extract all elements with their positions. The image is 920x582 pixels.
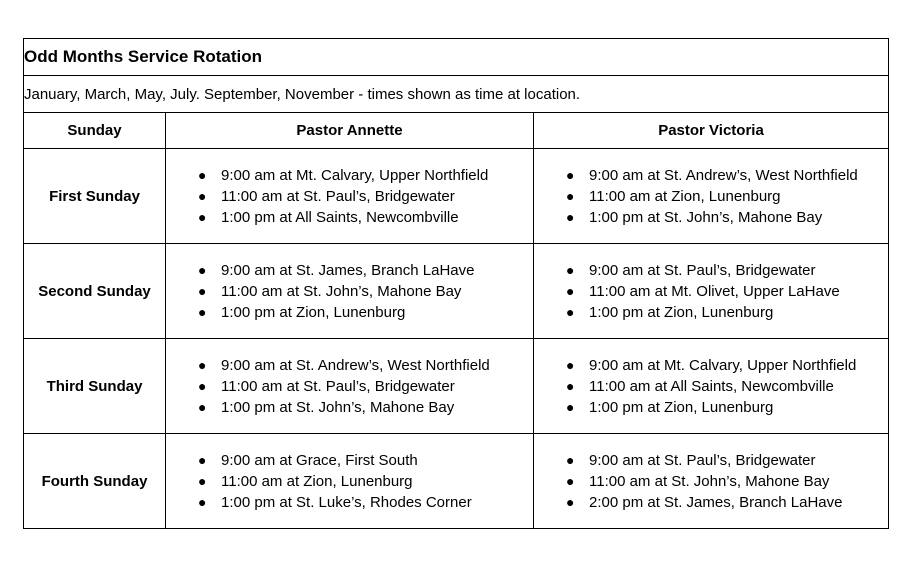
list-item xyxy=(566,165,888,186)
list-item xyxy=(198,165,533,186)
list-item xyxy=(198,260,533,281)
service-list xyxy=(534,355,888,418)
bullet-icon: ● xyxy=(566,208,575,225)
list-item xyxy=(566,397,888,418)
service-text: 1:00 pm at Zion, Lunenburg xyxy=(221,303,406,321)
service-text: 2:00 pm at St. James, Branch LaHave xyxy=(589,493,843,511)
header-pastor-victoria: Pastor Victoria xyxy=(534,113,889,149)
list-item xyxy=(566,302,888,323)
annette-schedule xyxy=(166,149,534,244)
list-item xyxy=(198,450,533,471)
service-text: 9:00 am at Mt. Calvary, Upper Northfield xyxy=(589,356,857,374)
list-item xyxy=(198,281,533,302)
bullet-icon: ● xyxy=(198,472,207,489)
bullet-icon: ● xyxy=(566,187,575,204)
bullet-icon: ● xyxy=(198,303,207,320)
service-text: 11:00 am at All Saints, Newcombville xyxy=(589,377,834,395)
service-list xyxy=(166,450,533,513)
header-sunday: Sunday xyxy=(24,113,166,149)
service-list xyxy=(166,165,533,228)
list-item xyxy=(198,376,533,397)
service-text: 11:00 am at St. John’s, Mahone Bay xyxy=(221,282,462,300)
service-list xyxy=(534,165,888,228)
header-pastor-annette: Pastor Annette xyxy=(166,113,534,149)
service-rotation-table xyxy=(23,38,889,529)
list-item xyxy=(198,397,533,418)
service-text: 11:00 am at Mt. Olivet, Upper LaHave xyxy=(589,282,840,300)
service-text: 9:00 am at Grace, First South xyxy=(221,451,418,469)
list-item xyxy=(566,450,888,471)
service-list xyxy=(534,450,888,513)
list-item xyxy=(198,207,533,228)
sunday-label: First Sunday xyxy=(24,149,166,244)
bullet-icon: ● xyxy=(566,166,575,183)
service-list xyxy=(166,355,533,418)
service-text: 9:00 am at St. Andrew’s, West Northfield xyxy=(589,166,858,184)
table-row xyxy=(24,149,889,244)
bullet-icon: ● xyxy=(566,398,575,415)
victoria-schedule xyxy=(534,434,889,529)
table-title: Odd Months Service Rotation xyxy=(24,39,889,76)
service-text: 1:00 pm at St. John’s, Mahone Bay xyxy=(221,398,455,416)
bullet-icon: ● xyxy=(198,377,207,394)
list-item xyxy=(198,471,533,492)
table-row xyxy=(24,339,889,434)
bullet-icon: ● xyxy=(566,377,575,394)
bullet-icon: ● xyxy=(566,356,575,373)
bullet-icon: ● xyxy=(198,261,207,278)
service-text: 11:00 am at St. John’s, Mahone Bay xyxy=(589,472,830,490)
sunday-label: Second Sunday xyxy=(24,244,166,339)
service-text: 11:00 am at Zion, Lunenburg xyxy=(221,472,413,490)
victoria-schedule xyxy=(534,339,889,434)
bullet-icon: ● xyxy=(566,282,575,299)
annette-schedule xyxy=(166,244,534,339)
bullet-icon: ● xyxy=(566,261,575,278)
service-text: 1:00 pm at Zion, Lunenburg xyxy=(589,398,774,416)
header-row xyxy=(24,113,889,149)
service-text: 9:00 am at Mt. Calvary, Upper Northfield xyxy=(221,166,489,184)
list-item xyxy=(566,355,888,376)
service-text: 1:00 pm at All Saints, Newcombville xyxy=(221,208,459,226)
service-text: 11:00 am at St. Paul’s, Bridgewater xyxy=(221,377,455,395)
table-row xyxy=(24,434,889,529)
service-text: 9:00 am at St. Paul’s, Bridgewater xyxy=(589,451,816,469)
list-item xyxy=(566,207,888,228)
service-list xyxy=(166,260,533,323)
bullet-icon: ● xyxy=(198,166,207,183)
bullet-icon: ● xyxy=(198,493,207,510)
service-text: 11:00 am at St. Paul’s, Bridgewater xyxy=(221,187,455,205)
victoria-schedule xyxy=(534,244,889,339)
bullet-icon: ● xyxy=(566,472,575,489)
service-text: 9:00 am at St. Paul’s, Bridgewater xyxy=(589,261,816,279)
list-item xyxy=(198,302,533,323)
bullet-icon: ● xyxy=(198,282,207,299)
list-item xyxy=(566,471,888,492)
bullet-icon: ● xyxy=(566,493,575,510)
list-item xyxy=(566,376,888,397)
service-text: 1:00 pm at Zion, Lunenburg xyxy=(589,303,774,321)
service-text: 1:00 pm at St. Luke’s, Rhodes Corner xyxy=(221,493,472,511)
table-subtitle: January, March, May, July. September, November - times shown as time at location. xyxy=(24,76,889,113)
sunday-label: Fourth Sunday xyxy=(24,434,166,529)
list-item xyxy=(566,260,888,281)
service-text: 1:00 pm at St. John’s, Mahone Bay xyxy=(589,208,823,226)
sunday-label: Third Sunday xyxy=(24,339,166,434)
victoria-schedule xyxy=(534,149,889,244)
annette-schedule xyxy=(166,339,534,434)
service-list xyxy=(534,260,888,323)
bullet-icon: ● xyxy=(566,451,575,468)
list-item xyxy=(566,281,888,302)
list-item xyxy=(198,355,533,376)
bullet-icon: ● xyxy=(198,187,207,204)
bullet-icon: ● xyxy=(198,208,207,225)
service-text: 9:00 am at St. James, Branch LaHave xyxy=(221,261,475,279)
list-item xyxy=(566,186,888,207)
list-item xyxy=(566,492,888,513)
bullet-icon: ● xyxy=(198,451,207,468)
list-item xyxy=(198,186,533,207)
service-text: 9:00 am at St. Andrew’s, West Northfield xyxy=(221,356,490,374)
annette-schedule xyxy=(166,434,534,529)
table-row xyxy=(24,244,889,339)
list-item xyxy=(198,492,533,513)
bullet-icon: ● xyxy=(566,303,575,320)
bullet-icon: ● xyxy=(198,356,207,373)
service-text: 11:00 am at Zion, Lunenburg xyxy=(589,187,781,205)
bullet-icon: ● xyxy=(198,398,207,415)
